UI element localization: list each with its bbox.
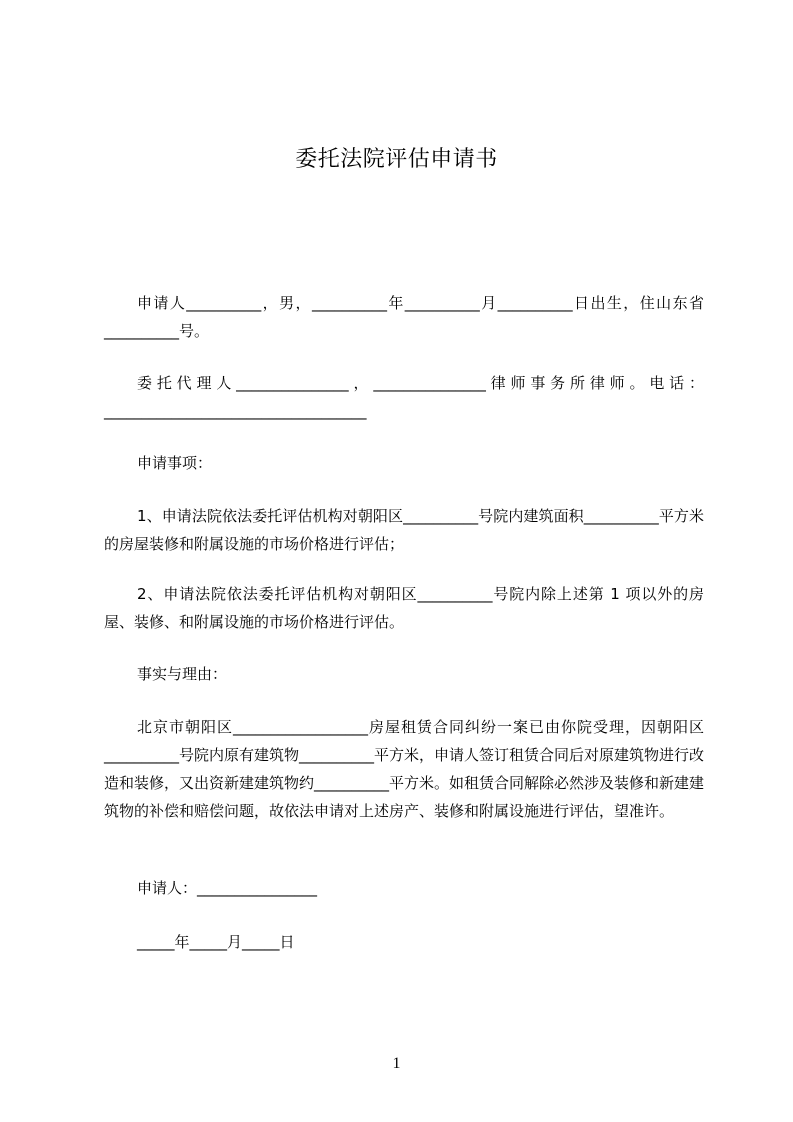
agent-paragraph: 委托代理人_______________，_______________律师事务所律师。电话：___________________________________ (104, 374, 704, 420)
request-item-2: 2、申请法院依法委托评估机构对朝阳区__________号院内除上述第 1 项以外的房屋、装修、和附属设施的市场价格进行评估。 (104, 585, 704, 631)
request-item-1: 1、申请法院依法委托评估机构对朝阳区__________号院内建筑面积__________平方米的房屋装修和附属设施的市场价格进行评估； (104, 507, 704, 553)
page-number: 1 (392, 1055, 401, 1072)
request-items-heading: 申请事项： (137, 454, 213, 472)
applicant-paragraph: 申请人__________，男，__________年__________月__________日出生，住山东省__________号。 (104, 294, 704, 340)
facts-reasons-heading: 事实与理由： (137, 665, 228, 683)
document-title: 委托法院评估申请书 (295, 147, 498, 172)
applicant-signature-line: 申请人：________________ (137, 879, 318, 897)
date-line: _____年_____月_____日 (137, 933, 295, 951)
facts-reasons-paragraph: 北京市朝阳区__________________房屋租赁合同纠纷一案已由你院受理，因朝阳区__________号院内原有建筑物__________平方米，申请人签订租赁合同后对原建筑物进行改造和装修，又出资新建建筑物约__________平方米。如租赁合同解除必然涉及装修和新建建筑物的补偿和赔偿问题，故依法申请对上述房产、装修和附属设施进行评估，望准许。 (104, 718, 705, 820)
